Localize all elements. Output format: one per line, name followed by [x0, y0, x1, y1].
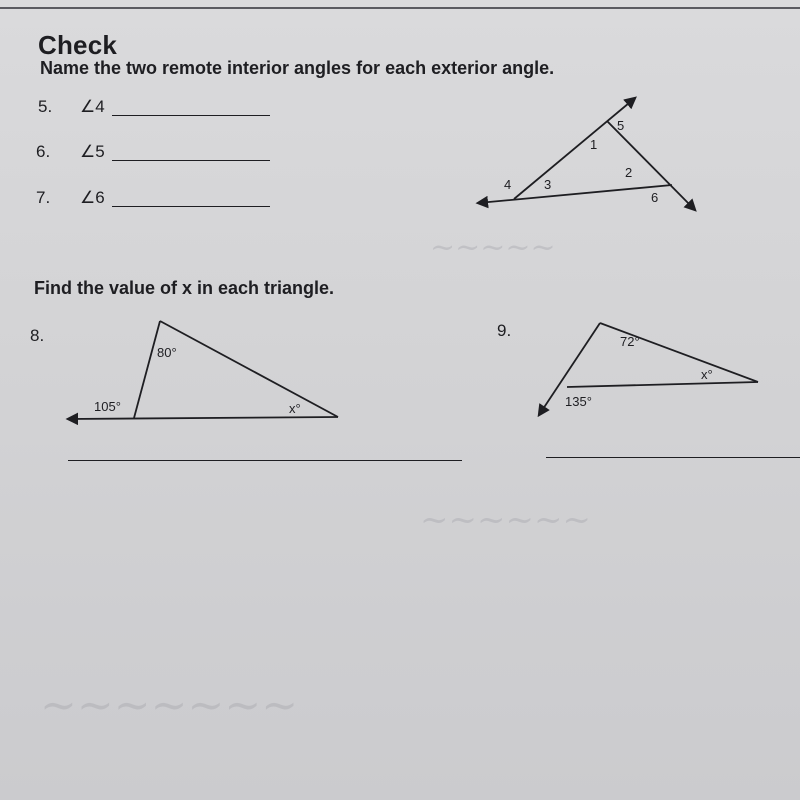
problem-8-number: 8. [30, 326, 45, 345]
bleed-through-scribble: ~~~~~~ [420, 500, 591, 540]
section-title: Check [38, 30, 118, 60]
bleed-through-scribble: ~~~~~~~ [40, 680, 299, 731]
triangle-9-exterior-angle: 135° [565, 394, 592, 409]
triangle-8-left-side [134, 321, 160, 418]
problem-9-answer-line[interactable] [546, 457, 800, 458]
triangle-9-top-side [600, 323, 758, 382]
instruction-remote-angles: Name the two remote interior angles for each exterior angle. [40, 58, 555, 78]
triangle-9-top-angle: 72° [620, 334, 640, 349]
problem-6-number: 6. [36, 142, 51, 161]
triangle-8-top-angle: 80° [157, 345, 177, 360]
problem-8-answer-line[interactable] [68, 460, 462, 461]
angle-label-1: 1 [590, 137, 598, 152]
problem-9-number: 9. [497, 321, 512, 340]
problem-7-angle: ∠6 [80, 188, 105, 207]
exterior-angle-diagram [478, 98, 695, 210]
problem-5-angle: ∠4 [80, 97, 105, 116]
instruction-find-x: Find the value of x in each triangle. [34, 278, 335, 298]
triangle-8-base-ray [68, 417, 338, 419]
problem-5-number: 5. [38, 97, 53, 116]
bleed-through-scribble: ~~~~~ [430, 230, 556, 265]
triangle-8-x-angle: x° [289, 401, 301, 416]
angle-label-6: 6 [651, 190, 659, 205]
diagram-left-ray [514, 98, 635, 199]
problem-7-number: 7. [36, 188, 51, 207]
angle-label-4: 4 [504, 177, 512, 192]
problem-6-angle: ∠5 [80, 142, 105, 161]
triangle-8-exterior-angle: 105° [94, 399, 121, 414]
angle-label-3: 3 [544, 177, 552, 192]
triangle-9-bottom-side [567, 382, 758, 387]
angle-label-2: 2 [625, 165, 633, 180]
triangle-9-x-angle: x° [701, 367, 713, 382]
triangle-8-right-side [160, 321, 338, 417]
angle-label-5: 5 [617, 118, 625, 133]
